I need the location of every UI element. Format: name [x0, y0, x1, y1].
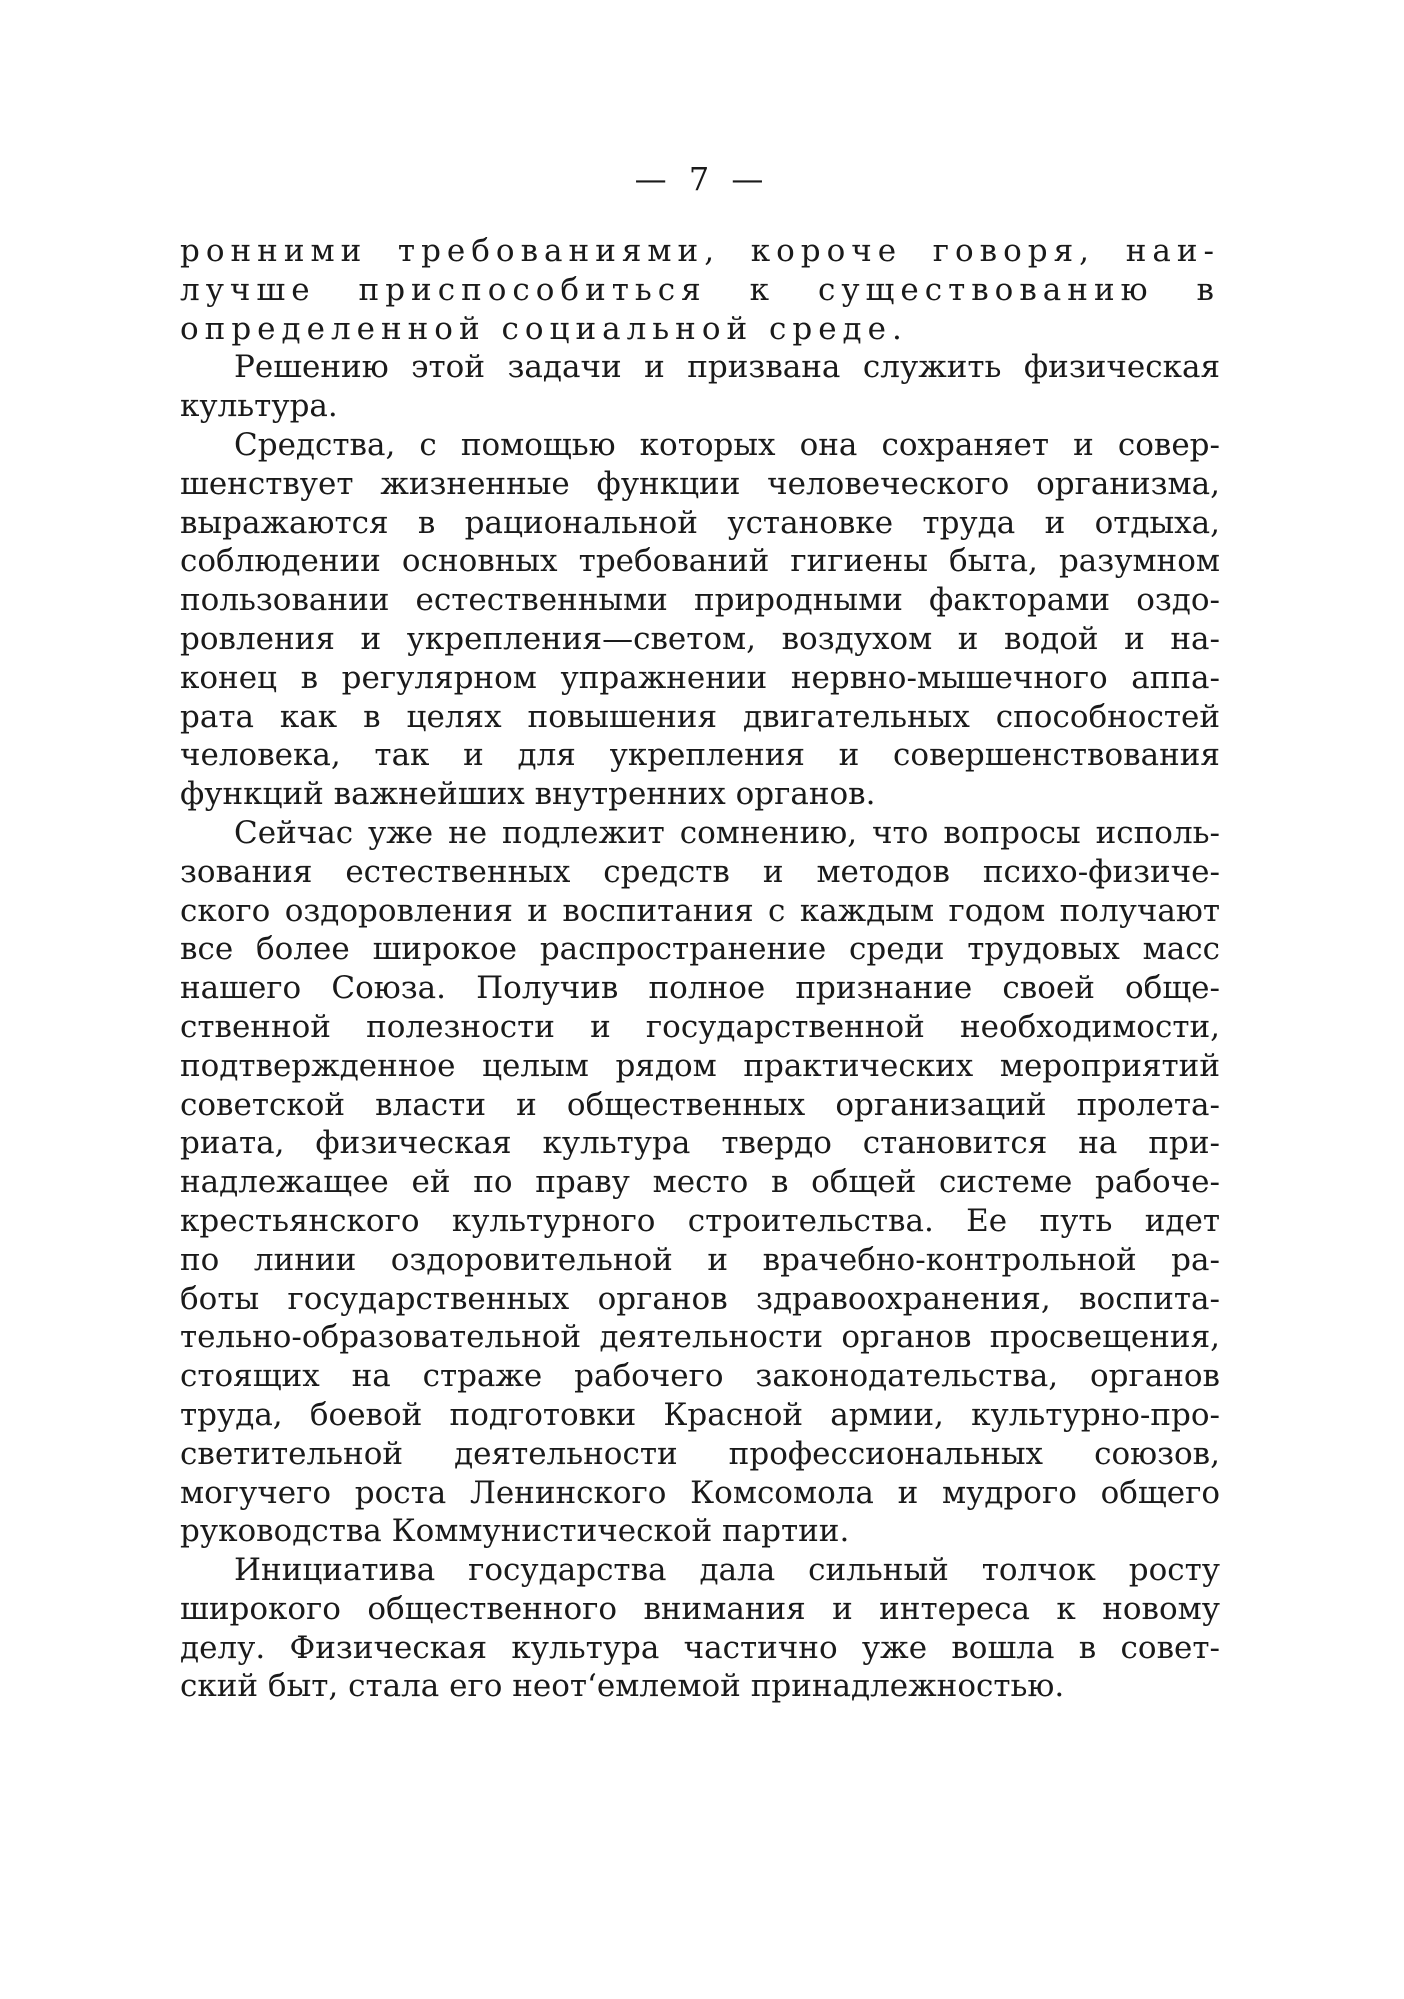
body-text [180, 232, 1220, 1706]
text-line: советской власти и общественных организаций пролета- [180, 1086, 1220, 1123]
text-line: риата, физическая культура твердо становится на при- [180, 1125, 1220, 1162]
text-line: функций важнейших внутренних органов. [180, 776, 876, 813]
text-line: тельно-образовательной деятельности органов просвещения, [180, 1319, 1220, 1356]
text-line: по линии оздоровительной и врачебно-контрольной ра- [180, 1241, 1220, 1278]
text-line: рата как в целях повышения двигательных способностей [180, 698, 1220, 735]
text-line: делу. Физическая культура частично уже вошла в совет- [180, 1629, 1220, 1666]
text-line: человека, так и для укрепления и совершенствования [180, 737, 1220, 774]
text-line: надлежащее ей по праву место в общей системе рабоче- [180, 1164, 1220, 1201]
text-line: лучше приспособиться к существованию в [180, 271, 1220, 308]
text-line: Решению этой задачи и призвана служить физическая [234, 349, 1220, 386]
text-line: определенной социальной среде. [180, 310, 908, 347]
page-number: — 7 — [634, 160, 770, 198]
text-line: выражаются в рациональной установке труда и отдыха, [180, 504, 1220, 541]
text-line: светительной деятельности профессиональных союзов, [180, 1435, 1220, 1472]
text-line: соблюдении основных требований гигиены быта, разумном [180, 543, 1220, 580]
text-line: нашего Союза. Получив полное признание своей обще- [180, 970, 1220, 1007]
text-line: ровления и укрепления—светом, воздухом и водой и на- [180, 620, 1220, 657]
text-line: пользовании естественными природными факторами оздо- [180, 582, 1220, 619]
text-line: Средства, с помощью которых она сохраняет и совер- [234, 426, 1220, 463]
text-line: ронними требованиями, короче говоря, наи- [180, 233, 1220, 269]
text-line: ского оздоровления и воспитания с каждым годом получают [180, 892, 1220, 929]
text-line: конец в регулярном упражнении нервно-мышечного аппа- [180, 659, 1220, 696]
text-line: могучего роста Ленинского Комсомола и мудрого общего [180, 1474, 1220, 1511]
text-line: зования естественных средств и методов психо-физиче- [180, 853, 1220, 890]
text-line: боты государственных органов здравоохранения, воспита- [180, 1280, 1220, 1317]
text-line: шенствует жизненные функции человеческого организма, [180, 465, 1220, 502]
text-line: Сейчас уже не подлежит сомнению, что вопросы исполь- [234, 814, 1220, 851]
text-line: ский быт, стала его неот‘емлемой принадлежностью. [180, 1668, 1065, 1705]
text-line: стоящих на страже рабочего законодательства, органов [180, 1358, 1220, 1395]
text-line: все более широкое распространение среди трудовых масс [180, 931, 1220, 968]
text-line: ственной полезности и государственной необходимости, [180, 1008, 1220, 1045]
text-line: крестьянского культурного строительства. Ее путь идет [180, 1202, 1220, 1239]
text-line: подтвержденное целым рядом практических мероприятий [180, 1047, 1220, 1084]
text-line: руководства Коммунистической партии. [180, 1513, 850, 1550]
text-line: труда, боевой подготовки Красной армии, культурно-про- [180, 1396, 1220, 1433]
text-line: культура. [180, 388, 338, 425]
text-line: широкого общественного внимания и интереса к новому [180, 1590, 1220, 1627]
text-line: Инициатива государства дала сильный толчок росту [234, 1552, 1220, 1589]
